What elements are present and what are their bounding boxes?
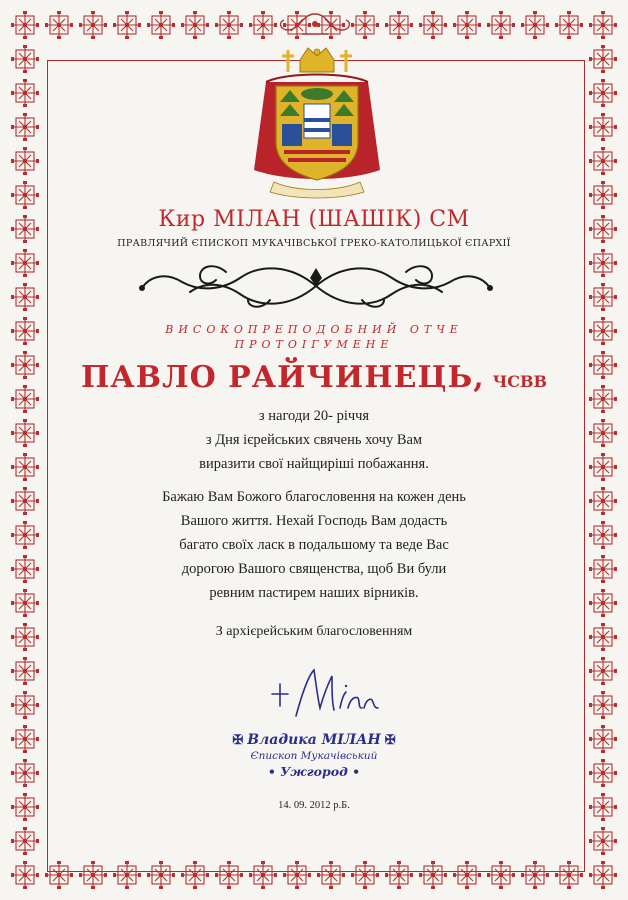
paragraph-line: Бажаю Вам Божого благословення на кожен день <box>162 489 466 505</box>
recipient-order: ЧСВВ <box>492 372 548 391</box>
paragraph-line: з Дня ієрейських свячень хочу Вам <box>205 432 423 448</box>
recipient-full-name: ПАВЛО РАЙЧИНЕЦЬ, <box>80 360 485 395</box>
dot-icon: • <box>267 764 276 779</box>
stamp-city-line <box>0 764 628 779</box>
bishop-stamp <box>0 732 628 779</box>
stamp-name: Владика МІЛАН <box>247 732 381 748</box>
salutation <box>0 322 628 352</box>
stamp-city: Ужгород <box>280 764 348 779</box>
dot-icon: • <box>352 764 361 779</box>
bishop-title: ПРАВЛЯЧИЙ ЄПИСКОП МУКАЧІВСЬКОЇ ГРЕКО-КАТОЛИЦЬКОЇ ЄПАРХІЇ <box>117 238 511 249</box>
cross-icon: ✠ <box>232 733 244 748</box>
document-date: 14. 09. 2012 р.Б. <box>278 800 350 811</box>
top-flourish-ornament <box>272 10 358 38</box>
closing-blessing: З архієрейським благословенням <box>215 624 413 639</box>
greeting-paragraph <box>0 404 628 476</box>
paragraph-line: ревним пастирем наших вірників. <box>209 585 419 601</box>
cross-icon: ✠ <box>384 733 396 748</box>
salutation-line-2: ПРОТОІГУМЕНЕ <box>234 338 394 351</box>
paragraph-line: з нагоди 20- річчя <box>258 408 370 424</box>
blessing-paragraph <box>0 485 628 605</box>
paragraph-line: Вашого життя. Нехай Господь Вам додасть <box>180 513 448 529</box>
paragraph-line: виразити свої найщиріші побажання. <box>199 456 429 472</box>
episcopal-coat-of-arms <box>246 42 388 200</box>
recipient-name <box>0 360 628 395</box>
handwritten-signature <box>262 664 392 726</box>
stamp-title: Єпископ Мукачівський <box>250 750 378 762</box>
bishop-name: Кир МІЛАН (ШАШІК) СМ <box>158 207 470 232</box>
stamp-name-line <box>0 732 628 748</box>
salutation-line-1: ВИСОКОПРЕПОДОБНИЙ ОТЧЕ <box>165 323 463 336</box>
paragraph-line: дорогою Вашого священства, щоб Ви були <box>181 561 447 577</box>
paragraph-line: багато своїх ласк в подальшому та веде Вас <box>179 537 449 553</box>
scroll-flourish-ornament <box>130 258 502 314</box>
